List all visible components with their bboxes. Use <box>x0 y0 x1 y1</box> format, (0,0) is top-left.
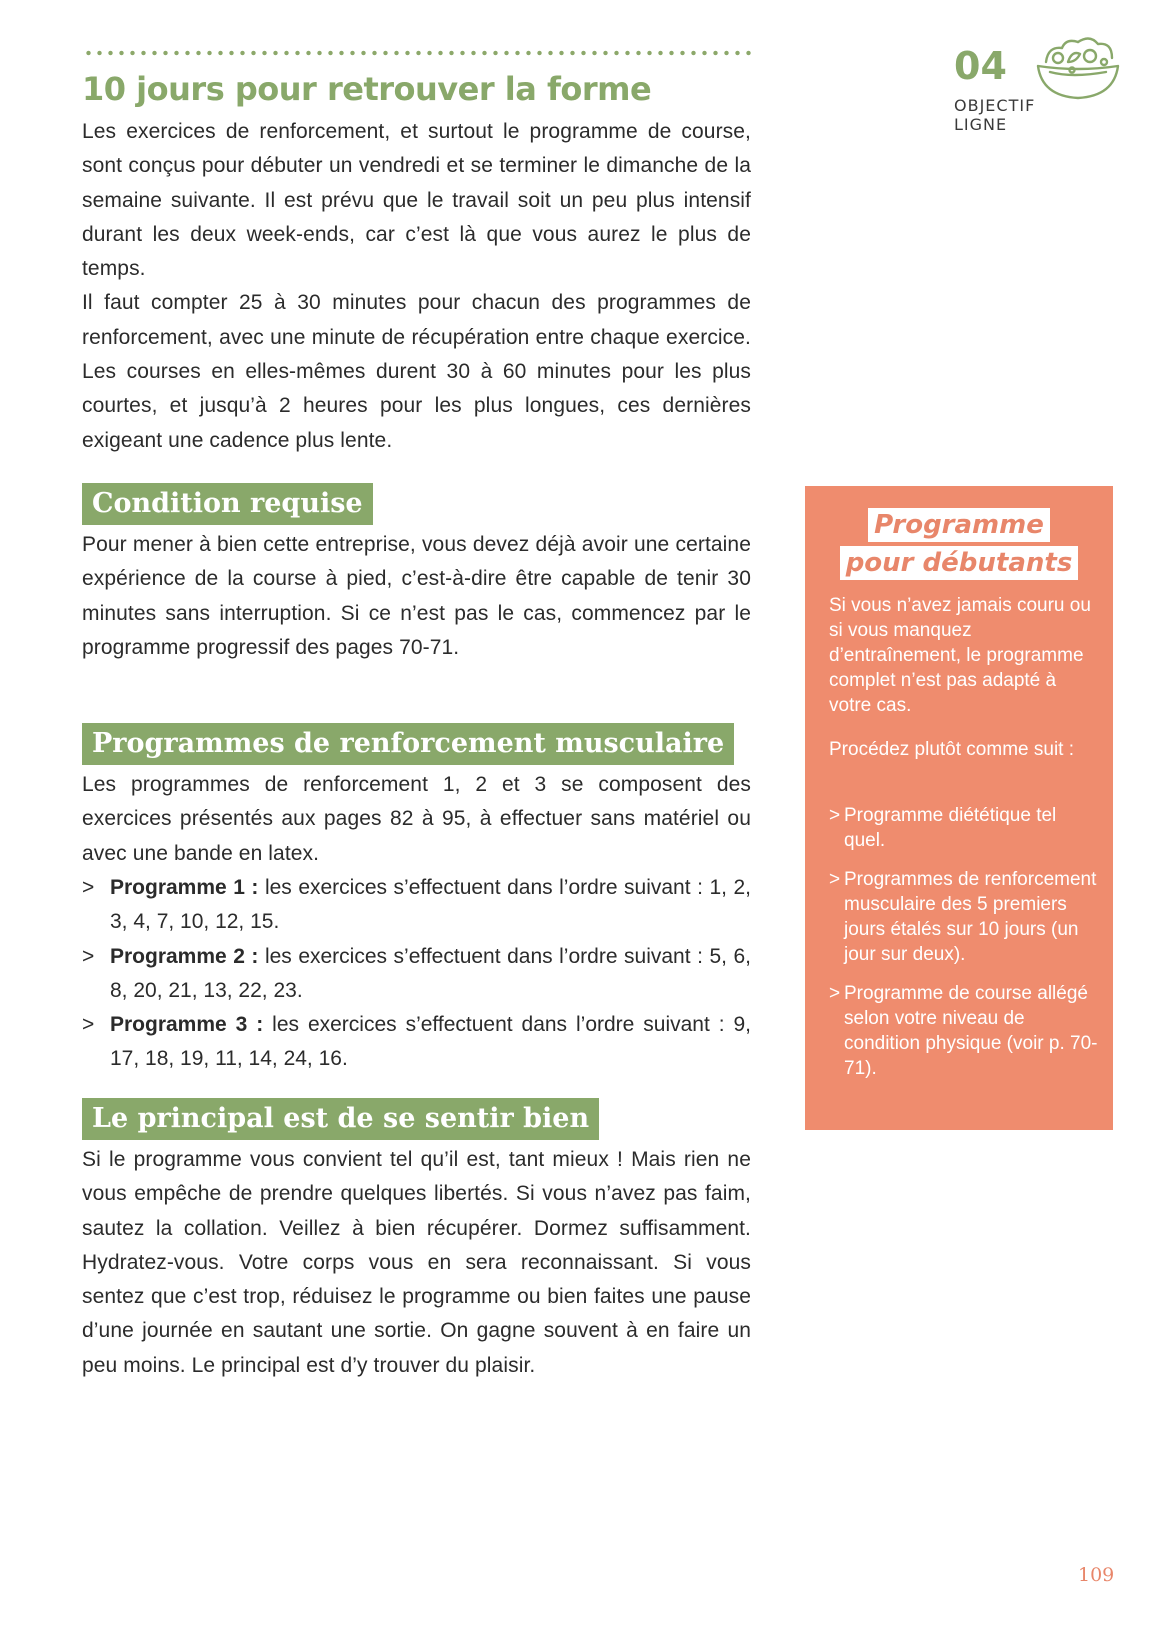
programme-1-text: les exercices s’effectuent dans l’ordre suivant : 1, 2, 3, 4, 7, 10, 12, 15. <box>110 876 751 934</box>
programme-3-label: Programme 3 : <box>110 1013 264 1037</box>
programme-2-text: les exercices s’effectuent dans l’ordre suivant : 5, 6, 8, 20, 21, 13, 22, 23. <box>110 944 751 1002</box>
list-item <box>82 871 751 940</box>
list-item <box>829 867 1099 967</box>
list-item <box>82 940 751 1009</box>
heading-condition-requise: Condition requise <box>82 483 373 525</box>
chevron-right-icon: > <box>829 805 841 826</box>
chapter-label-line2: LIGNE <box>954 115 1008 134</box>
sidebar-list <box>829 803 1099 1095</box>
chapter-number: 04 <box>954 44 1007 88</box>
section-condition <box>82 528 751 665</box>
programme-2-label: Programme 2 : <box>110 944 259 968</box>
programme-list <box>82 871 751 1077</box>
chevron-right-icon: > <box>829 983 841 1004</box>
chevron-right-icon: > <box>82 1013 95 1037</box>
intro-paragraph-1: Les exercices de renforcement, et surtout le programme de course, sont conçus pour débuter un vendredi et se terminer le dimanche de la semaine suivante. Il est prévu que le travail soit un peu plus intensif durant les deux week-ends, car c’est là que vous aurez le plus de temps. <box>82 120 751 281</box>
chevron-right-icon: > <box>82 944 95 968</box>
list-item <box>82 1008 751 1077</box>
principal-paragraph: Si le programme vous convient tel qu’il est, tant mieux ! Mais rien ne vous empêche de prendre quelques libertés. Si vous n’avez pas faim, sautez la collation. Veillez à bien récupérer. Dormez suffisamment. Hydratez-vous. Votre corps vous en sera reconnaissant. Si vous sentez que c’est trop, réduisez le programme ou bien faites une pause d’une journée en sautant une sortie. On gagne souvent à en faire un peu moins. Le principal est d’y trouver du plaisir. <box>82 1148 751 1377</box>
sidebar-item-text: Programme de course allégé selon votre niveau de condition physique (voir p. 70-71). <box>844 983 1098 1079</box>
section-principal <box>82 1143 751 1383</box>
list-item <box>829 803 1099 853</box>
programme-3-text: les exercices s’effectuent dans l’ordre suivant : 9, 17, 18, 19, 11, 14, 24, 16. <box>110 1013 752 1071</box>
chapter-label-line1: OBJECTIF <box>954 96 1036 115</box>
chevron-right-icon: > <box>829 869 841 890</box>
intro-paragraph-2: Il faut compter 25 à 30 minutes pour chacun des programmes de renforcement, avec une minute de récupération entre chaque exercice. Les courses en elles-mêmes durent 30 à 60 minutes pour les plus courtes, et jusqu’à 2 heures pour les plus longues, ces dernières exigeant une cadence plus lente. <box>82 291 751 452</box>
sidebar-paragraph-1: Si vous n’avez jamais couru ou si vous manquez d’entraînement, le programme complet n’est pas adapté à votre cas. <box>829 595 1091 716</box>
sidebar-title-line-2 <box>805 546 1113 580</box>
sidebar-item-text: Programme diététique tel quel. <box>844 805 1057 851</box>
heading-renforcement: Programmes de renforcement musculaire <box>82 723 734 765</box>
list-item <box>829 981 1099 1081</box>
sidebar-title-text-1: Programme <box>868 508 1050 542</box>
page-number: 109 <box>1078 1564 1115 1586</box>
sidebar-title-line-1 <box>805 508 1113 542</box>
chapter-marker <box>954 44 1134 144</box>
sidebar-paragraph-2: Procédez plutôt comme suit : <box>829 739 1074 760</box>
section-renforcement <box>82 768 751 871</box>
sidebar-box <box>805 486 1113 1130</box>
condition-paragraph: Pour mener à bien cette entreprise, vous devez déjà avoir une certaine expérience de la course à pied, c’est-à-dire être capable de tenir 30 minutes sans interruption. Si ce n’est pas le cas, commencez par le programme progressif des pages 70-71. <box>82 533 751 659</box>
heading-principal: Le principal est de se sentir bien <box>82 1098 599 1140</box>
programme-1-label: Programme 1 : <box>110 876 259 899</box>
page-title: 10 jours pour retrouver la forme <box>82 70 652 108</box>
dotted-rule <box>83 50 751 56</box>
intro-text <box>82 115 751 458</box>
renforcement-paragraph: Les programmes de renforcement 1, 2 et 3 se composent des exercices présentés aux pages 82 à 95, à effectuer sans matériel ou avec une bande en latex. <box>82 773 751 865</box>
salad-bowl-icon <box>1032 32 1124 104</box>
chevron-right-icon: > <box>82 876 95 899</box>
sidebar-title-text-2: pour débutants <box>840 546 1079 580</box>
sidebar-item-text: Programmes de renforcement musculaire des 5 premiers jours étalés sur 10 jours (un jour sur deux). <box>844 869 1097 965</box>
